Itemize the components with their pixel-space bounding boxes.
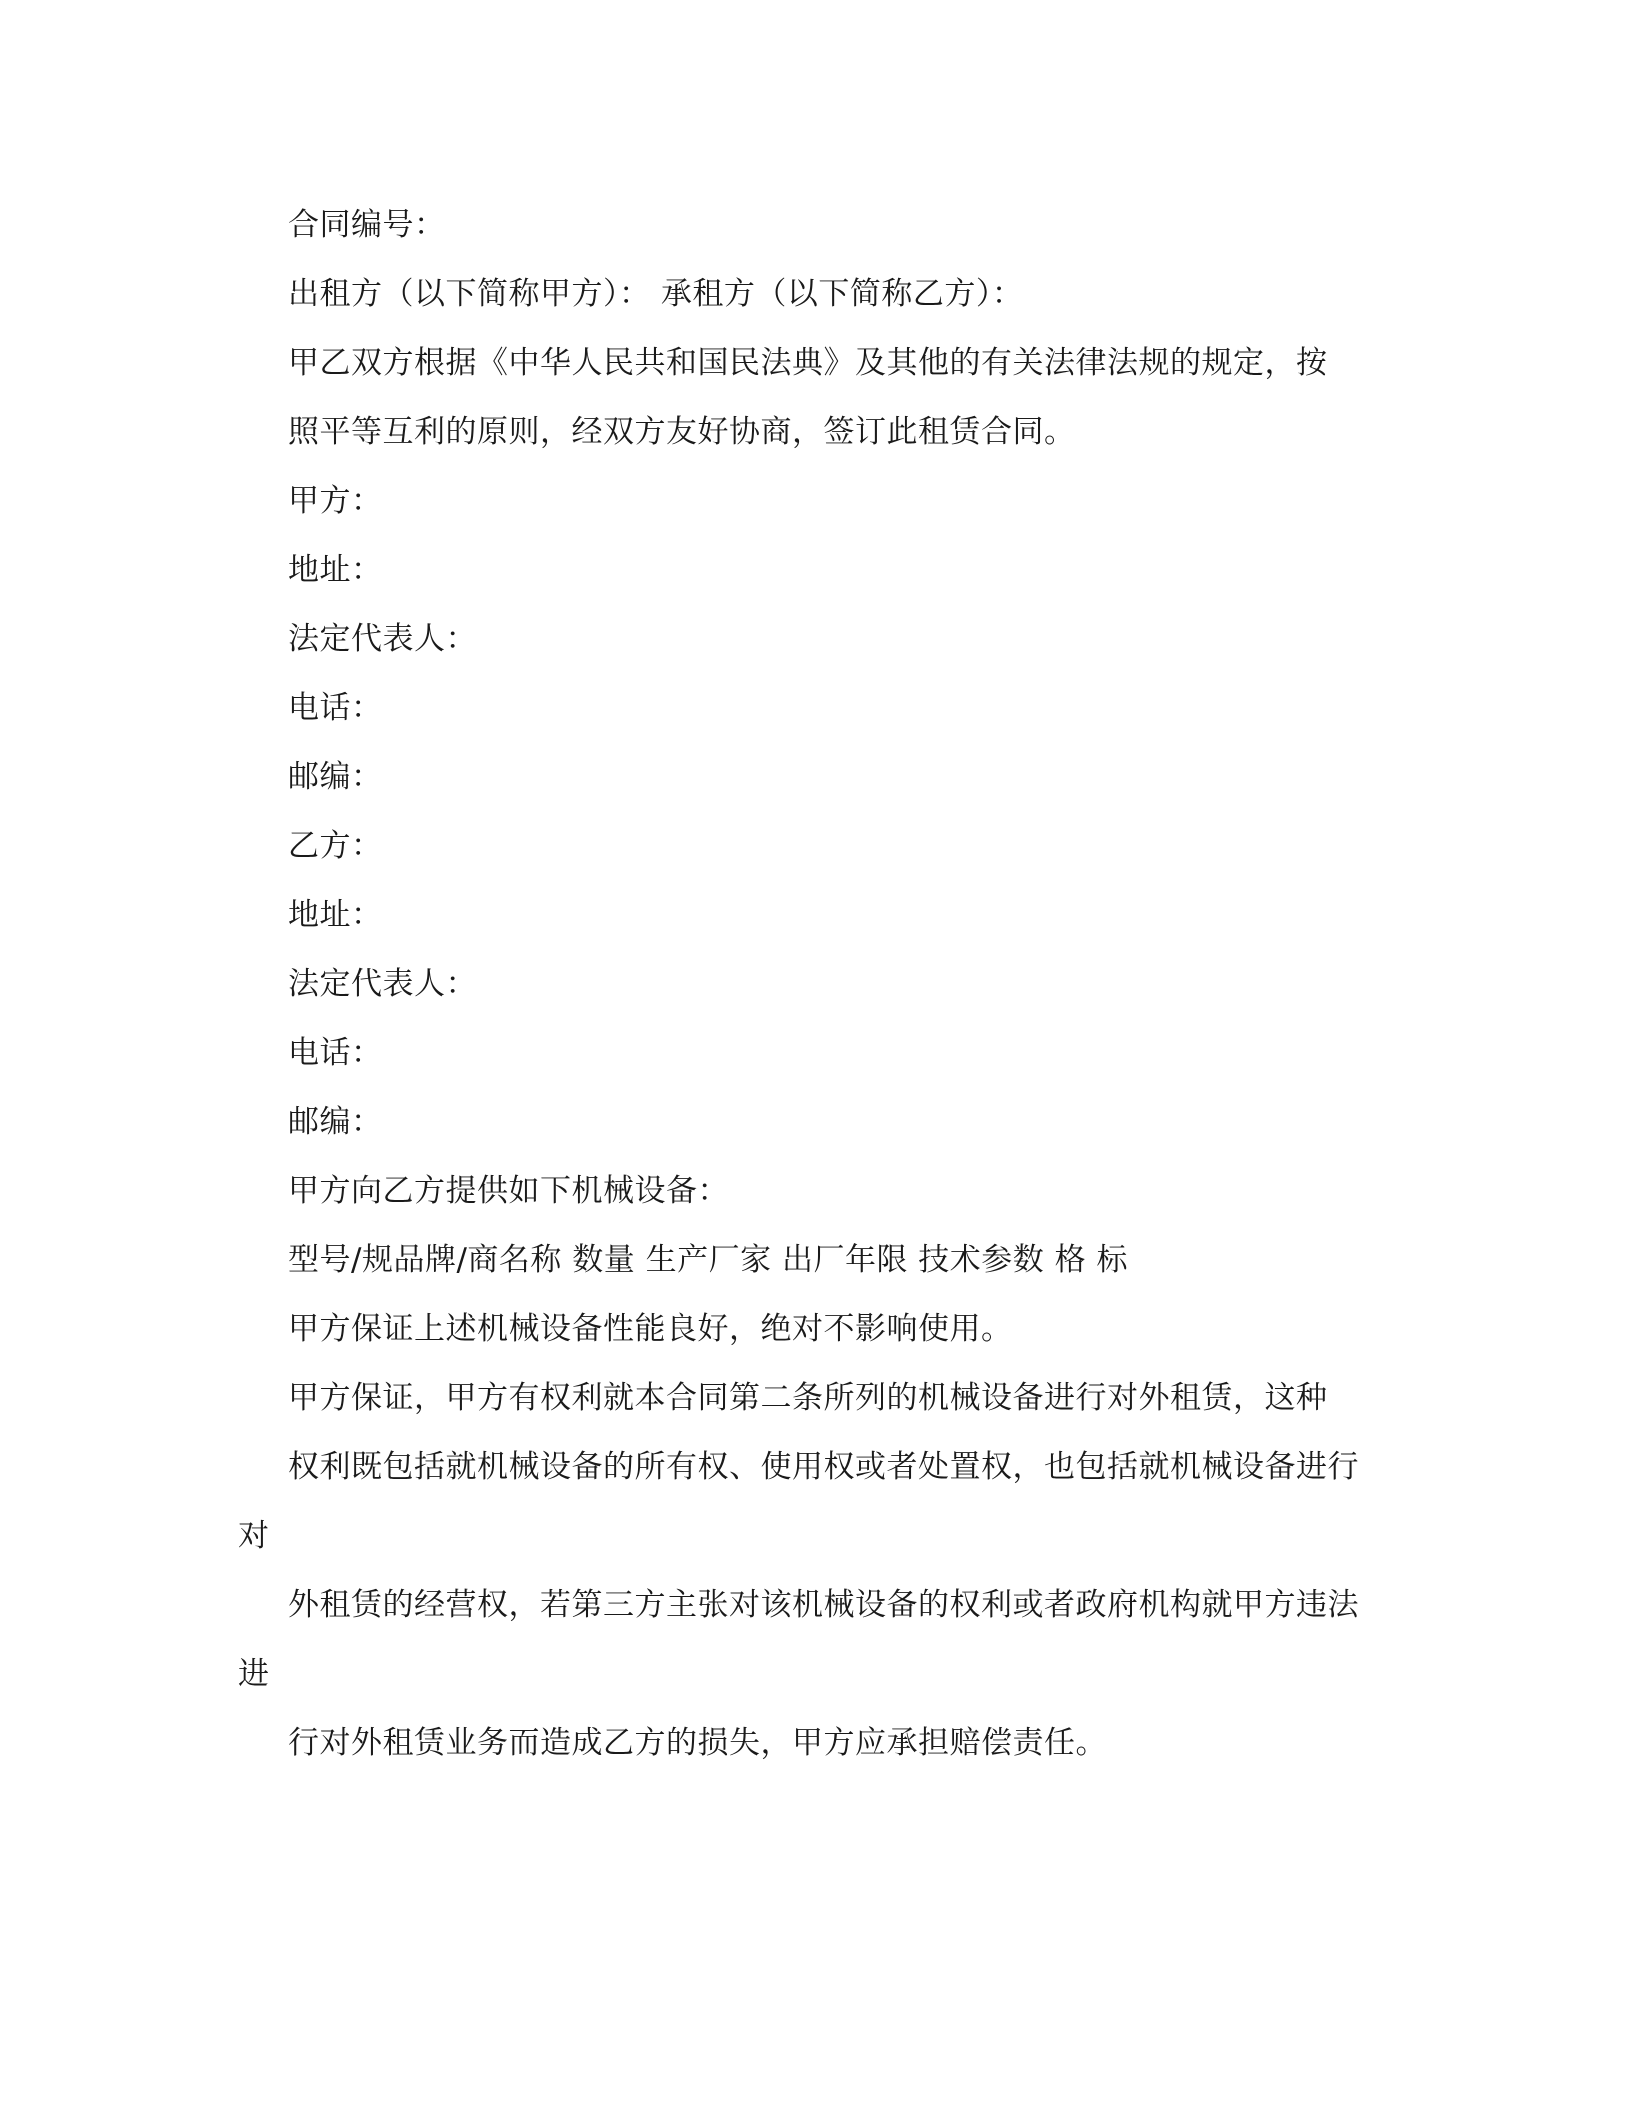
guarantee-rights-line-2: 权利既包括就机械设备的所有权、使用权或者处置权，也包括就机械设备进行 bbox=[288, 1449, 1359, 1485]
party-b-postcode-label: 邮编： bbox=[288, 1104, 383, 1140]
guarantee-rights-line-1: 甲方保证，甲方有权利就本合同第二条所列的机械设备进行对外租赁，这种 bbox=[288, 1380, 1328, 1416]
party-a-address-label: 地址： bbox=[288, 552, 383, 588]
party-a-label: 甲方： bbox=[288, 483, 383, 519]
party-b-representative-label: 法定代表人： bbox=[288, 966, 477, 1002]
parties-line: 出租方（以下简称甲方）： 承租方（以下简称乙方）： bbox=[288, 276, 1024, 312]
guarantee-rights-line-2-tail: 对 bbox=[238, 1518, 270, 1554]
party-a-postcode-label: 邮编： bbox=[288, 759, 383, 795]
guarantee-performance: 甲方保证上述机械设备性能良好，绝对不影响使用。 bbox=[288, 1311, 1013, 1347]
equipment-columns: 型号/规品牌/商名称 数量 生产厂家 出厂年限 技术参数 格 标 bbox=[288, 1242, 1129, 1278]
party-a-representative-label: 法定代表人： bbox=[288, 621, 477, 657]
party-b-address-label: 地址： bbox=[288, 897, 383, 933]
party-a-phone-label: 电话： bbox=[288, 690, 383, 726]
party-b-label: 乙方： bbox=[288, 828, 383, 864]
preamble-line-2: 照平等互利的原则，经双方友好协商，签订此租赁合同。 bbox=[288, 414, 1076, 450]
equipment-intro: 甲方向乙方提供如下机械设备： bbox=[288, 1173, 729, 1209]
party-b-phone-label: 电话： bbox=[288, 1035, 383, 1071]
preamble-line-1: 甲乙双方根据《中华人民共和国民法典》及其他的有关法律法规的规定，按 bbox=[288, 345, 1328, 381]
guarantee-rights-line-3-tail: 进 bbox=[238, 1656, 270, 1692]
guarantee-rights-line-4: 行对外租赁业务而造成乙方的损失，甲方应承担赔偿责任。 bbox=[288, 1725, 1107, 1761]
contract-number-label: 合同编号： bbox=[288, 207, 446, 243]
guarantee-rights-line-3: 外租赁的经营权，若第三方主张对该机械设备的权利或者政府机构就甲方违法 bbox=[288, 1587, 1359, 1623]
